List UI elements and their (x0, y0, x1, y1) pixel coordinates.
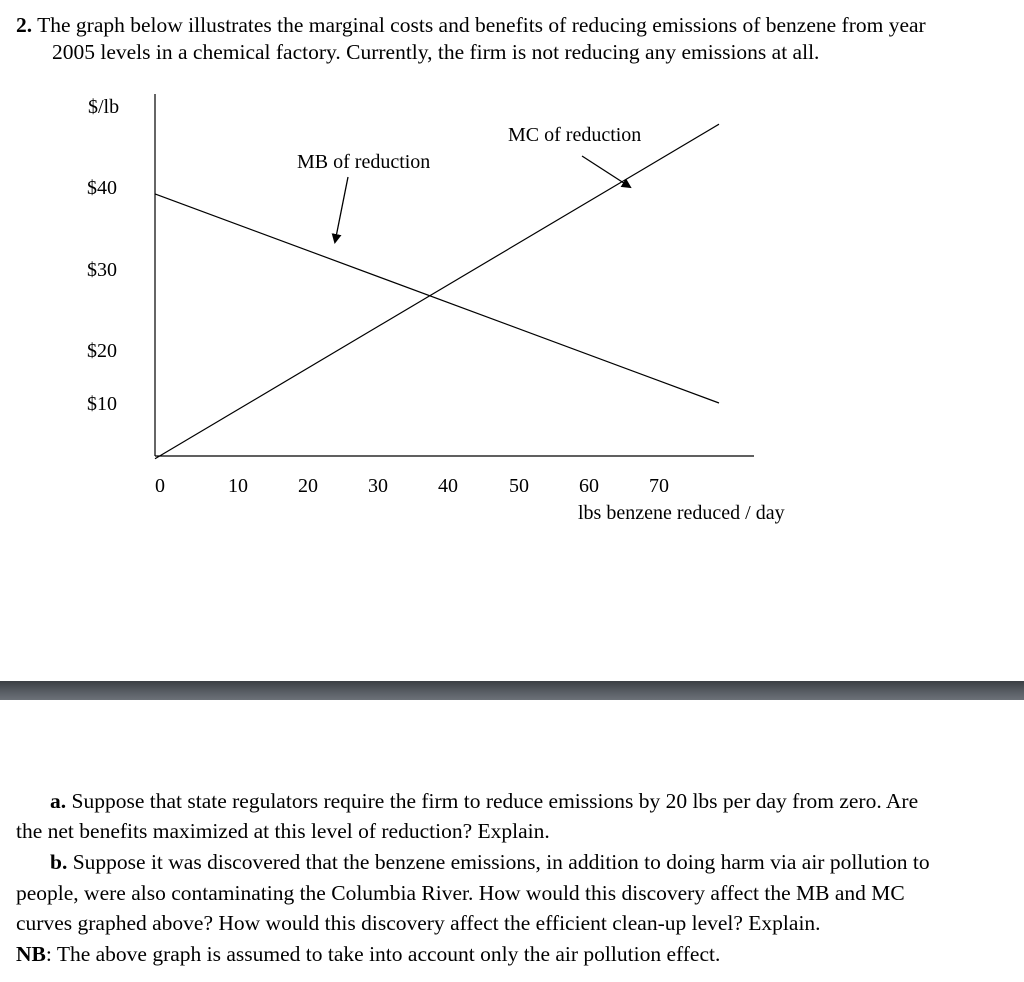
y-tick-20: $20 (87, 340, 117, 362)
mc-curve (155, 124, 719, 459)
y-axis-label: $/lb (88, 96, 120, 118)
part-b-line-3: curves graphed above? How would this discovery affect the efficient clean-up level? Explain. (16, 911, 821, 935)
mc-annotation-arrow (582, 156, 630, 187)
part-a-line-1 (16, 786, 1024, 817)
mb-annotation-label: MB of reduction (297, 151, 431, 173)
nb-label: NB (16, 942, 46, 966)
x-tick-60: 60 (579, 475, 599, 497)
part-a-label: a. (50, 789, 67, 813)
x-tick-40: 40 (438, 475, 458, 497)
section-divider (0, 681, 1024, 700)
y-tick-40: $40 (87, 177, 117, 199)
part-a-line-2: the net benefits maximized at this level of reduction? Explain. (16, 819, 550, 843)
question-line-1: The graph below illustrates the marginal costs and benefits of reducing emissions of benzene from year (37, 13, 926, 37)
part-b-line-2: people, were also contaminating the Columbia River. How would this discovery affect the MB and MC (16, 881, 905, 905)
x-tick-50: 50 (509, 475, 529, 497)
x-tick-20: 20 (298, 475, 318, 497)
nb-text: : The above graph is assumed to take into account only the air pollution effect. (45, 942, 721, 966)
part-a-text-1: Suppose that state regulators require the firm to reduce emissions by 20 lbs per day from zero. Are (71, 789, 919, 813)
y-tick-30: $30 (87, 259, 117, 281)
part-b-text-1: Suppose it was discovered that the benzene emissions, in addition to doing harm via air pollution to (72, 850, 930, 874)
x-tick-10: 10 (228, 475, 248, 497)
mc-annotation-label: MC of reduction (508, 124, 642, 146)
nb-note (16, 939, 1024, 970)
part-b-line-1 (16, 847, 1024, 878)
question-line-2: 2005 levels in a chemical factory. Currently, the firm is not reducing any emissions at all. (52, 40, 820, 64)
x-tick-30: 30 (368, 475, 388, 497)
mb-annotation-arrow (335, 177, 348, 242)
mb-curve (155, 194, 719, 403)
part-b-label: b. (50, 850, 68, 874)
y-tick-10: $10 (87, 393, 117, 415)
x-tick-0: 0 (155, 475, 165, 497)
x-axis-label: lbs benzene reduced / day (578, 502, 785, 524)
x-tick-70: 70 (649, 475, 669, 497)
question-number: 2. (16, 13, 33, 37)
